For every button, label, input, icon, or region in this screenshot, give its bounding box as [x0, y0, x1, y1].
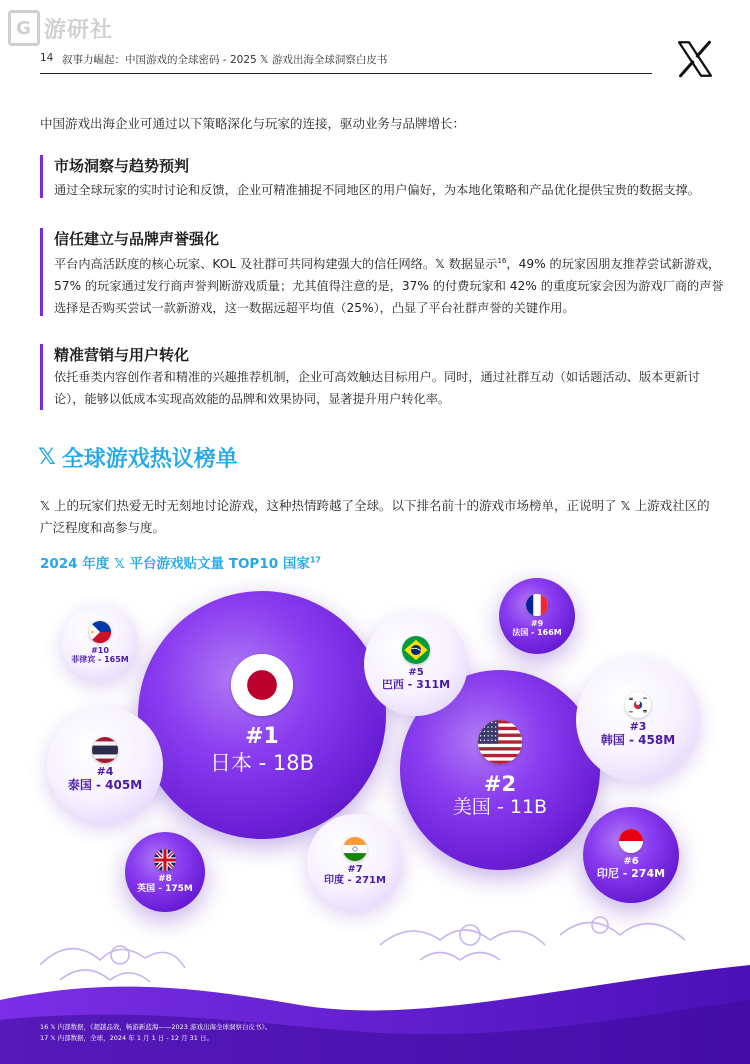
- section-title: 市场洞察与趋势预判: [54, 157, 190, 175]
- section-body: [54, 250, 726, 319]
- bubble-rank-label: #2: [483, 772, 517, 797]
- bubble-rank-6: [583, 807, 679, 903]
- watermark-logo: [8, 8, 113, 48]
- paragraph: 𝕏 上的玩家们热爱无时无刻地讨论游戏，这种热情跨越了全球。以下排名前十的游戏市场榜单，正说明了 𝕏 上游戏社区的广泛程度和高参与度。: [40, 498, 710, 535]
- section-title: 信任建立与品牌声誉强化: [54, 230, 220, 248]
- section-heading: [38, 442, 238, 473]
- bubble-rank-label: #7: [347, 863, 363, 875]
- header-title: 叙事力崛起：中国游戏的全球密码 - 2025 𝕏 游戏出海全球洞察白皮书: [62, 54, 388, 66]
- body-text-part: 平台内高活跃度的核心玩家、KOL 及社群可共同构建强大的信任网络。𝕏 数据显示: [54, 257, 498, 272]
- footnote-ref: 16: [497, 257, 507, 265]
- section-accent-bar: [40, 344, 43, 410]
- bubble-country-value: 美国 - 11B: [452, 796, 548, 819]
- bubble-rank-label: #4: [96, 764, 114, 778]
- section-market-insight: [40, 155, 720, 200]
- bubble-country-value: 巴西 - 311M: [381, 678, 451, 692]
- bubble-rank-label: #1: [245, 724, 279, 750]
- indonesia-flag-icon: [619, 829, 643, 853]
- page-header: [40, 50, 652, 70]
- bubble-country-value: 印度 - 271M: [324, 875, 386, 886]
- bubble-rank-1: [138, 591, 386, 839]
- bubble-rank-label: #10: [91, 645, 109, 655]
- brazil-flag-icon: [402, 636, 430, 664]
- bubble-country-value: 法国 - 166M: [512, 628, 562, 638]
- chart-title-text: 2024 年度 𝕏 平台游戏贴文量 TOP10 国家: [40, 556, 310, 572]
- bubble-rank-7: [307, 814, 403, 910]
- footnotes: [40, 1022, 271, 1044]
- bubble-country-value: 泰国 - 405M: [67, 778, 143, 793]
- bubble-country-value: 英国 - 175M: [137, 884, 193, 895]
- header-divider: [40, 73, 652, 74]
- philippines-flag-icon: [89, 621, 111, 643]
- section-trust-building: [40, 228, 724, 318]
- bubble-rank-10: [62, 605, 138, 681]
- footnote-ref: 17: [309, 555, 321, 565]
- section-heading-text: 全球游戏热议榜单: [61, 447, 238, 472]
- bubble-rank-label: #8: [158, 873, 172, 884]
- section-accent-bar: [40, 228, 43, 316]
- x-icon: 𝕏: [38, 445, 56, 470]
- section-title: 精准营销与用户转化: [54, 346, 190, 364]
- bubble-rank-label: #6: [623, 855, 639, 867]
- bubble-rank-3: [576, 658, 700, 782]
- bubble-country-value: 日本 - 18B: [209, 750, 315, 775]
- japan-flag-icon: [231, 654, 293, 716]
- bubble-country-value: 韩国 - 458M: [600, 733, 676, 748]
- x-logo-icon: [676, 40, 714, 78]
- section-accent-bar: [40, 155, 43, 198]
- body-text-part: ，49% 的玩家因朋友推荐尝试新游戏，57% 的玩家通过发行商声誉判断游戏质量；尤其值得注意的是，37% 的付费玩家和 42% 的重度玩家会因为游戏厂商的声誉选择是否购买尝试一款新游戏，这一数据远超平均值（25%），凸显了平台社群声誉的关键作用。: [54, 257, 724, 316]
- bubble-rank-4: [47, 707, 163, 823]
- bubble-rank-5: [364, 612, 468, 716]
- korea-flag-icon: [625, 692, 651, 718]
- watermark-g-icon: G: [8, 10, 40, 46]
- uk-flag-icon: [154, 849, 176, 871]
- section-precision-marketing: [40, 344, 720, 412]
- chart-title: [40, 552, 321, 572]
- intro-text: 中国游戏出海企业可通过以下策略深化与玩家的连接，驱动业务与品牌增长：: [40, 116, 466, 131]
- footnote: 17 𝕏 内部数据，全球，2024 年 1 月 1 日 - 12 月 31 日。: [40, 1034, 214, 1042]
- bubble-rank-9: [499, 578, 575, 654]
- watermark-text: 游研社: [44, 17, 114, 43]
- bubble-rank-8: [125, 832, 205, 912]
- page-number: 14: [40, 52, 54, 64]
- bubble-country-value: 印尼 - 274M: [596, 867, 666, 881]
- india-flag-icon: [343, 837, 367, 861]
- thailand-flag-icon: [92, 737, 118, 763]
- bubble-rank-label: #5: [408, 666, 424, 678]
- france-flag-icon: [526, 594, 548, 616]
- section-body: 依托垂类内容创作者和精准的兴趣推荐机制，企业可高效触达目标用户。同时，通过社群互动（如话题活动、版本更新讨论），能够以低成本实现高效能的品牌和效果协同，显著提升用户转化率。: [54, 370, 700, 406]
- bubble-rank-label: #3: [629, 719, 647, 733]
- section-body: 通过全球玩家的实时讨论和反馈，企业可精准捕捉不同地区的用户偏好，为本地化策略和产品优化提供宝贵的数据支撑。: [54, 183, 700, 197]
- footnote: 16 𝕏 内部数据，《超越品效，畅游新蓝海——2023 游戏出海全球洞察白皮书》。: [40, 1023, 272, 1031]
- usa-flag-icon: [478, 720, 522, 764]
- bubble-country-value: 菲律宾 - 165M: [71, 655, 129, 665]
- bubble-rank-label: #9: [530, 618, 544, 628]
